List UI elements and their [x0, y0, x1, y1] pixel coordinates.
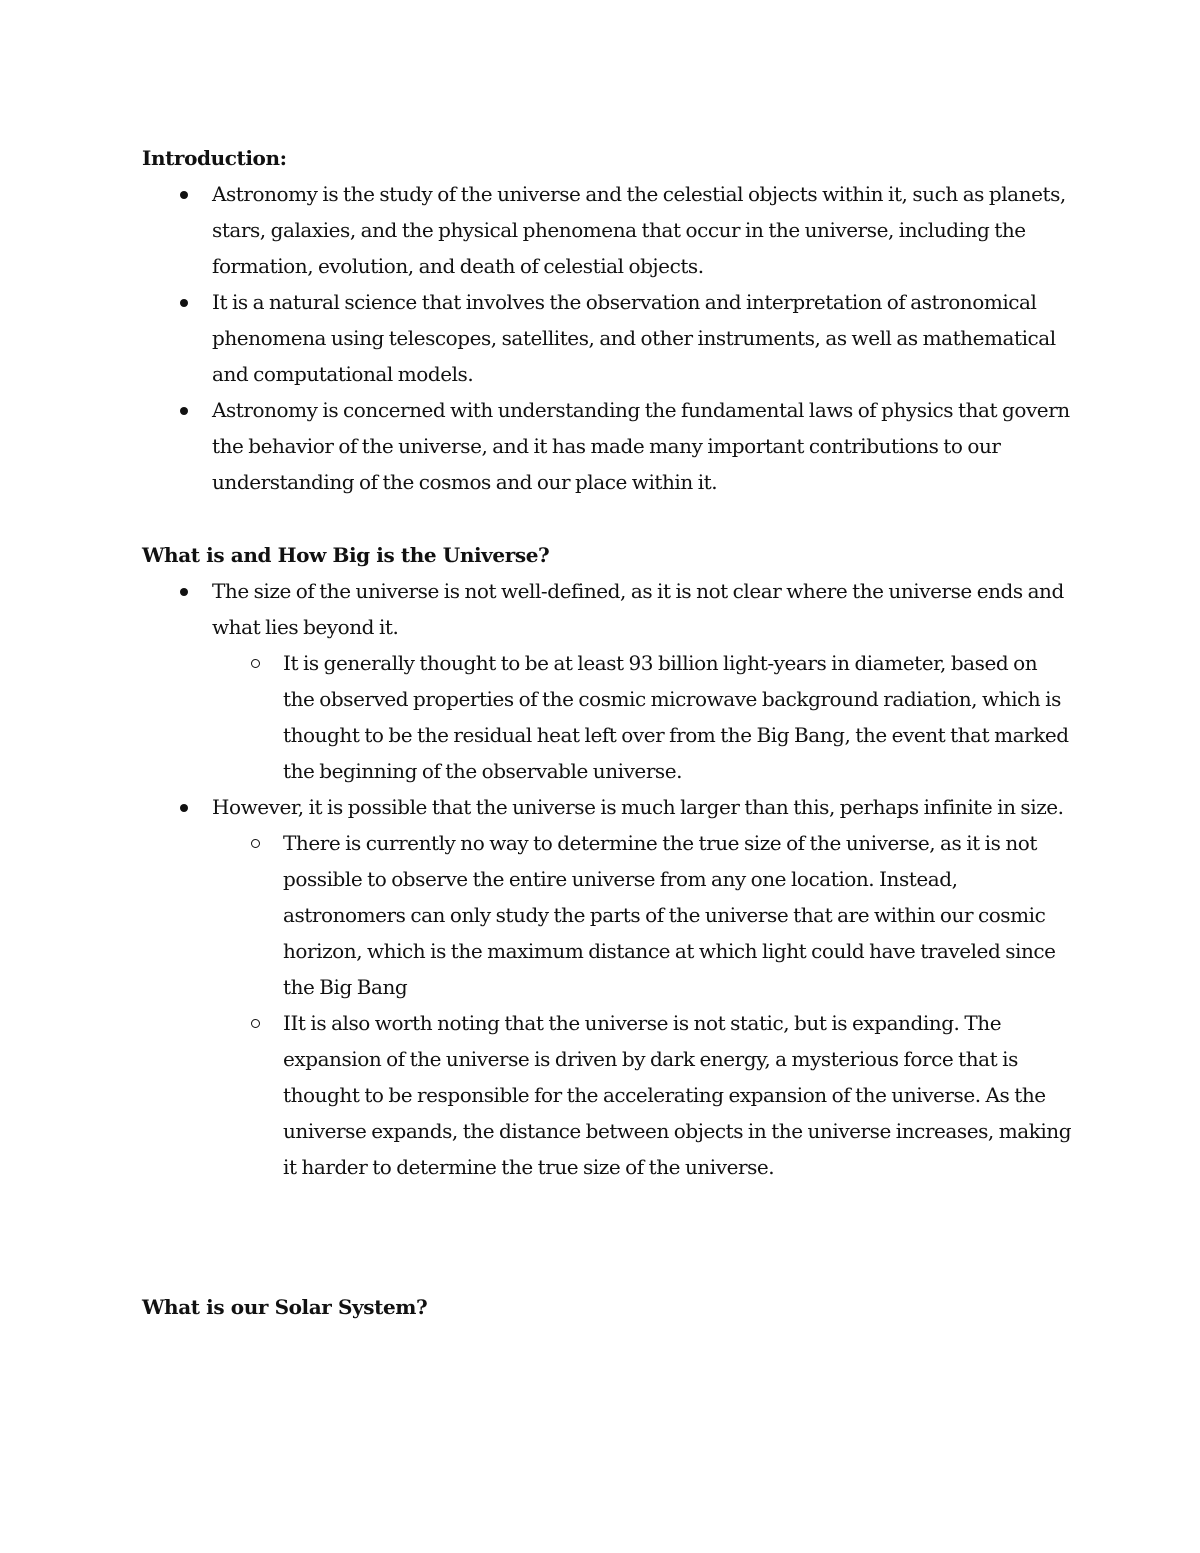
hollow-bullet-icon — [251, 659, 260, 668]
sub-bullet-text: IIt is also worth noting that the universe is not static, but is expanding. The expansion of the universe is driven by dark energy, a mysterious force that is thought to be responsible for the accelerating expansion of the universe. As the universe expands, the distance between objects in the universe increases, making it harder to determine the true size of the universe. — [283, 1011, 1072, 1179]
section-heading: What is and How Big is the Universe? — [142, 543, 550, 567]
sub-bullet-text: It is generally thought to be at least 93 billion light-years in diameter, based on the observed properties of the cosmic microwave background radiation, which is thought to be the residual heat left over from the Big Bang, the event that marked the beginning of the observable universe. — [283, 651, 1069, 783]
bullet-text: It is a natural science that involves the observation and interpretation of astronomical phenomena using telescopes, satellites, and other instruments, as well as mathematical and computational models. — [212, 290, 1056, 386]
filled-bullet-icon — [180, 588, 188, 596]
sub-bullet-item — [142, 645, 1072, 789]
filled-bullet-icon — [180, 299, 188, 307]
sub-bullet-list — [212, 645, 1072, 789]
bullet-text: Astronomy is the study of the universe and the celestial objects within it, such as planets, stars, galaxies, and the physical phenomena that occur in the universe, including the formation, evolution, and death of celestial objects. — [212, 182, 1066, 278]
filled-bullet-icon — [180, 804, 188, 812]
bullet-item — [142, 284, 1072, 392]
sub-bullet-text: There is currently no way to determine the true size of the universe, as it is not possible to observe the entire universe from any one location. Instead, astronomers can only study the parts of the universe that are within our cosmic horizon, which is the maximum distance at which light could have traveled since the Big Bang — [283, 831, 1056, 999]
section-heading: Introduction: — [142, 146, 287, 170]
bullet-item — [142, 392, 1072, 500]
bullet-item — [142, 573, 1072, 789]
sub-bullet-item — [142, 1005, 1072, 1185]
section-universe-size — [142, 537, 1072, 1185]
filled-bullet-icon — [180, 407, 188, 415]
bullet-text: However, it is possible that the universe is much larger than this, perhaps infinite in size. — [212, 795, 1064, 819]
sub-bullet-item — [142, 825, 1072, 1005]
hollow-bullet-icon — [251, 839, 260, 848]
bullet-text: The size of the universe is not well-defined, as it is not clear where the universe ends and what lies beyond it. — [212, 579, 1064, 639]
bullet-item — [142, 789, 1072, 1185]
bullet-list — [142, 573, 1072, 1185]
section-solar-system — [142, 1289, 1072, 1325]
bullet-text: Astronomy is concerned with understanding the fundamental laws of physics that govern the behavior of the universe, and it has made many important contributions to our understanding of the cosmos and our place within it. — [212, 398, 1070, 494]
hollow-bullet-icon — [251, 1019, 260, 1028]
bullet-item — [142, 176, 1072, 284]
bullet-list — [142, 176, 1072, 500]
filled-bullet-icon — [180, 191, 188, 199]
sub-bullet-list — [212, 825, 1072, 1185]
section-heading: What is our Solar System? — [142, 1295, 428, 1319]
section-introduction — [142, 140, 1072, 500]
